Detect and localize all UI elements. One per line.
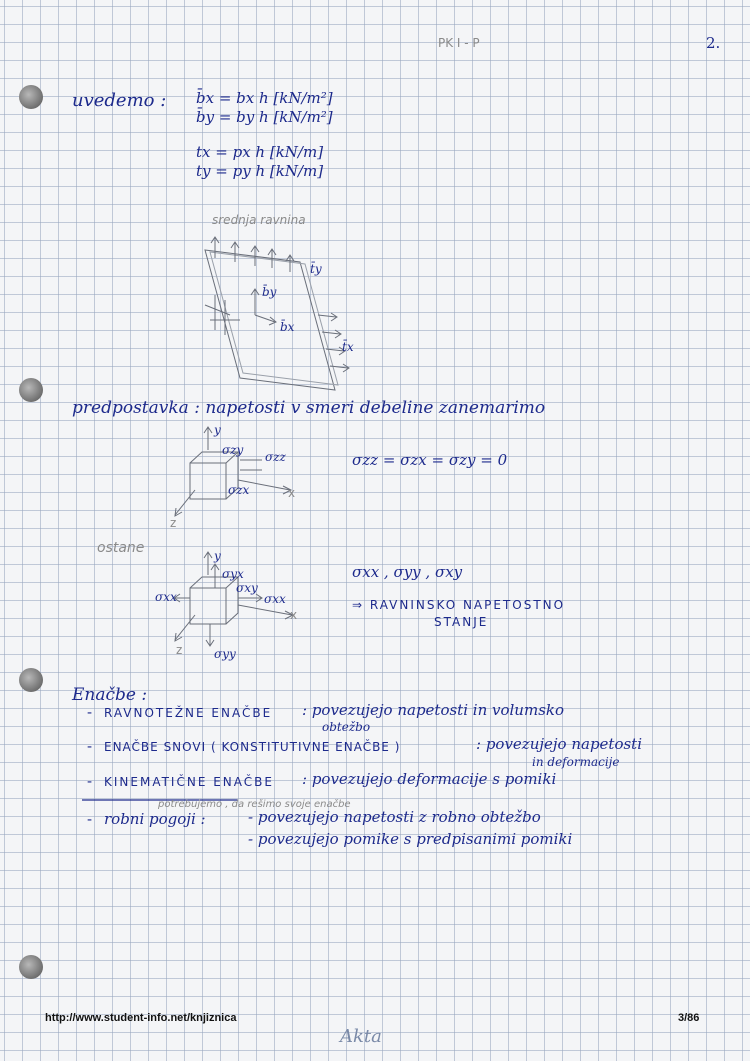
definition-line-4: ty = py h [kN/m] [196,162,324,180]
figure2-label-x: x [288,486,296,500]
pencil-note: potrebujemo , da rešimo svoje enačbe [158,799,351,810]
equation-item-3-text: : povezujejo deformacije s pomiki [302,770,557,788]
remains-label: ostane [97,540,145,556]
figure2-label-szy: σzy [222,443,244,457]
figure3-label-syx: σyx [222,567,244,581]
figure2-label-szz: σzz [265,450,286,464]
footer-page-count: 3/86 [678,1012,700,1024]
figure3-label-sxy: σxy [236,581,258,595]
equation-item-1-prefix: - [87,703,93,721]
definition-line-1: b̄x = bx h [kN/m²] [196,89,333,107]
figure3-label-x: x [290,608,298,622]
figure2-label-z: z [170,516,177,530]
intro-word: uvedemo : [72,90,167,111]
equation-item-2-cont: in deformacije [532,755,620,769]
figure3-label-sxx: σxx [155,590,177,604]
equations-heading: Enačbe : [72,685,148,705]
figure3-label-y: y [214,549,221,563]
figure3-label-z: z [176,643,183,657]
page-number: 2. [706,34,721,52]
assumption-equation: σzz = σzx = σzy = 0 [352,451,508,469]
definition-line-3: tx = px h [kN/m] [196,143,324,161]
brand-logo: Akta [340,1026,382,1047]
figure2-label-szx: σzx [228,483,250,497]
plane-stress-line1: ⇒ RAVNINSKO NAPETOSTNO [352,598,566,612]
definition-line-2: b̄y = by h [kN/m²] [196,108,333,126]
equation-item-2-text: : povezujejo napetosti [476,735,643,753]
figure3-label-sxx2: σxx [264,592,286,606]
figure1-label-tx: t̄x [342,340,354,354]
boundary-line-1: - povezujejo napetosti z robno obtežbo [248,808,541,826]
equation-item-1-name: RAVNOTEŽNE ENAČBE [104,706,273,720]
remaining-stresses: σxx , σyy , σxy [352,563,463,581]
footer-url: http://www.student-info.net/knjiznica [45,1012,237,1024]
equation-item-2-prefix: - [87,737,93,755]
course-label: PK I - P [438,36,480,50]
equation-item-3-prefix: - [87,772,93,790]
equation-item-1-text: : povezujejo napetosti in volumsko [302,701,565,719]
figure1-label-bx: b̄x [280,320,295,334]
boundary-prefix: - [87,810,93,828]
equation-item-1-cont: obtežbo [322,720,371,734]
boundary-line-2: - povezujejo pomike s predpisanimi pomiki [248,830,573,848]
boundary-label: robni pogoji : [104,810,206,828]
figure1-label-ty: t̄y [310,262,322,276]
equation-item-3-name: KINEMATIČNE ENAČBE [104,775,274,789]
figure3-label-syy: σyy [214,647,236,661]
plane-stress-line2: STANJE [434,615,489,629]
figure1-label-by: b̄y [262,285,277,299]
assumption-text: predpostavka : napetosti v smeri debeline zanemarimo [72,398,546,418]
equation-item-2-name: ENAČBE SNOVI ( KONSTITUTIVNE ENAČBE ) [104,740,401,754]
figure2-label-y: y [214,423,221,437]
figure1-title: srednja ravnina [212,213,306,227]
